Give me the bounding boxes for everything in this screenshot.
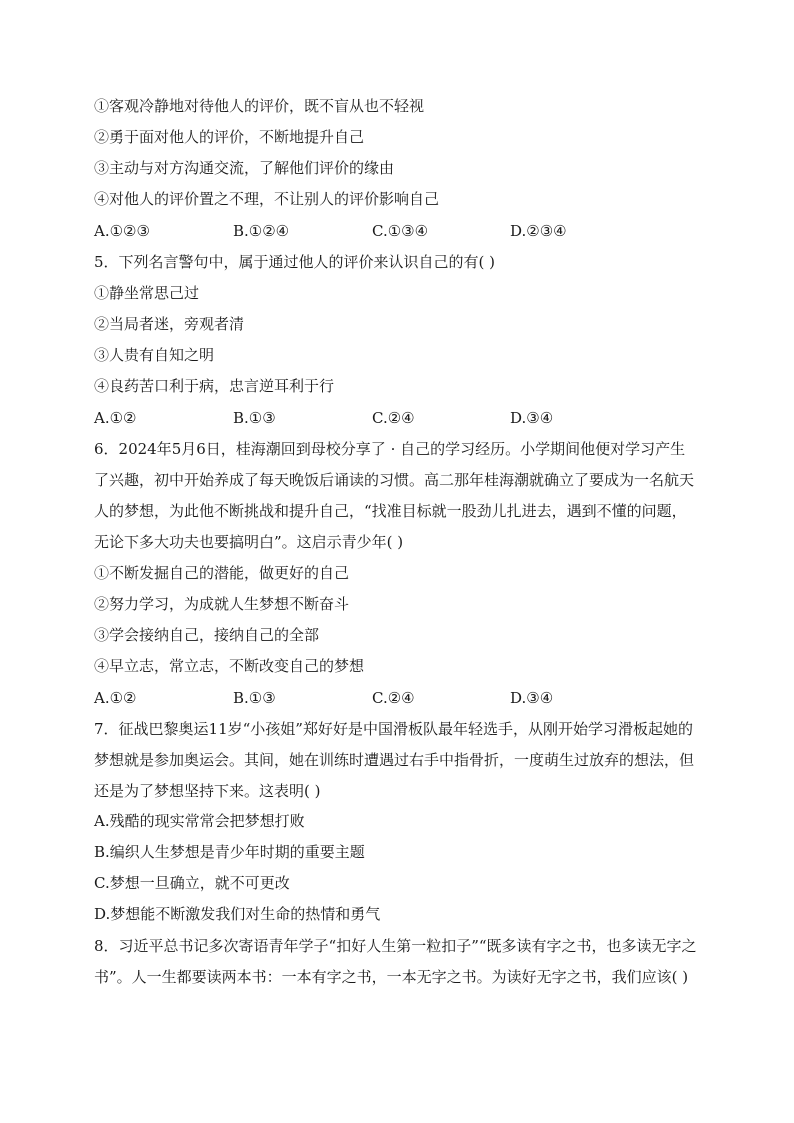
q6-option-c: C.②④ (372, 689, 415, 707)
q4-option-d: D.②③④ (510, 222, 567, 240)
q8-stem: 8．习近平总书记多次寄语青年学子“扣好人生第一粒扣子”“既多读有字之书，也多读无字之书”。人一生都要读两本书：一本有字之书，一本无字之书。为读好无字之书，我们应该( ) (94, 937, 697, 986)
q5-statement-2: ②当局者迷，旁观者清 (94, 315, 245, 333)
q6-stem: 6．2024年5月6日，桂海潮回到母校分享了 · 自己的学习经历。小学期间他便对学习产生了兴趣，初中开始养成了每天晚饭后诵读的习惯。高二那年桂海潮就确立了要成为一名航天人的梦想，为此他不断挑战和提升自己，“找准目标就一股劲儿扎进去，遇到不懂的问题，无论下多大功夫也要搞明白”。这启示青少年( ) (94, 440, 695, 551)
q7-stem: 7．征战巴黎奥运11岁“小孩姐”郑好好是中国滑板队最年轻选手，从刚开始学习滑板起她的梦想就是参加奥运会。其间，她在训练时遭遇过右手中指骨折，一度萌生过放弃的想法，但还是为了梦想坚持下来。这表明( ) (94, 720, 695, 800)
q5-statement-3: ③人贵有自知之明 (94, 346, 215, 364)
q6-options (94, 688, 714, 708)
q4-statement-3: ③主动与对方沟通交流，了解他们评价的缘由 (94, 159, 395, 177)
q4-statement-4: ④对他人的评价置之不理，不让别人的评价影响自己 (94, 190, 440, 208)
q4-option-c: C.①③④ (372, 222, 429, 240)
q7-choice-a: A.残酷的现实常常会把梦想打败 (94, 812, 305, 830)
q4-option-b: B.①②④ (233, 222, 290, 240)
q4-options (94, 221, 714, 241)
q5-options (94, 408, 714, 428)
q5-option-b: B.①③ (233, 409, 276, 427)
q6-statement-3: ③学会接纳自己，接纳自己的全部 (94, 626, 320, 644)
q4-statement-2: ②勇于面对他人的评价，不断地提升自己 (94, 128, 365, 146)
q6-option-a: A.①② (94, 689, 137, 707)
q5-stem: 5．下列名言警句中，属于通过他人的评价来认识自己的有( ) (94, 253, 496, 271)
q6-statement-4: ④早立志，常立志，不断改变自己的梦想 (94, 657, 365, 675)
q6-option-b: B.①③ (233, 689, 276, 707)
q5-statement-1: ①静坐常思己过 (94, 284, 200, 302)
q6-statement-2: ②努力学习，为成就人生梦想不断奋斗 (94, 595, 350, 613)
q7-choice-d: D.梦想能不断激发我们对生命的热情和勇气 (94, 905, 381, 923)
q5-option-c: C.②④ (372, 409, 415, 427)
q6-option-d: D.③④ (510, 689, 554, 707)
q5-option-d: D.③④ (510, 409, 554, 427)
q4-option-a: A.①②③ (94, 222, 150, 240)
q5-option-a: A.①② (94, 409, 137, 427)
q7-choice-b: B.编织人生梦想是青少年时期的重要主题 (94, 843, 365, 861)
q7-choice-c: C.梦想一旦确立，就不可更改 (94, 874, 290, 892)
q5-statement-4: ④良药苦口利于病，忠言逆耳利于行 (94, 377, 335, 395)
q6-statement-1: ①不断发掘自己的潜能，做更好的自己 (94, 564, 350, 582)
q4-statement-1: ①客观冷静地对待他人的评价，既不盲从也不轻视 (94, 97, 425, 115)
